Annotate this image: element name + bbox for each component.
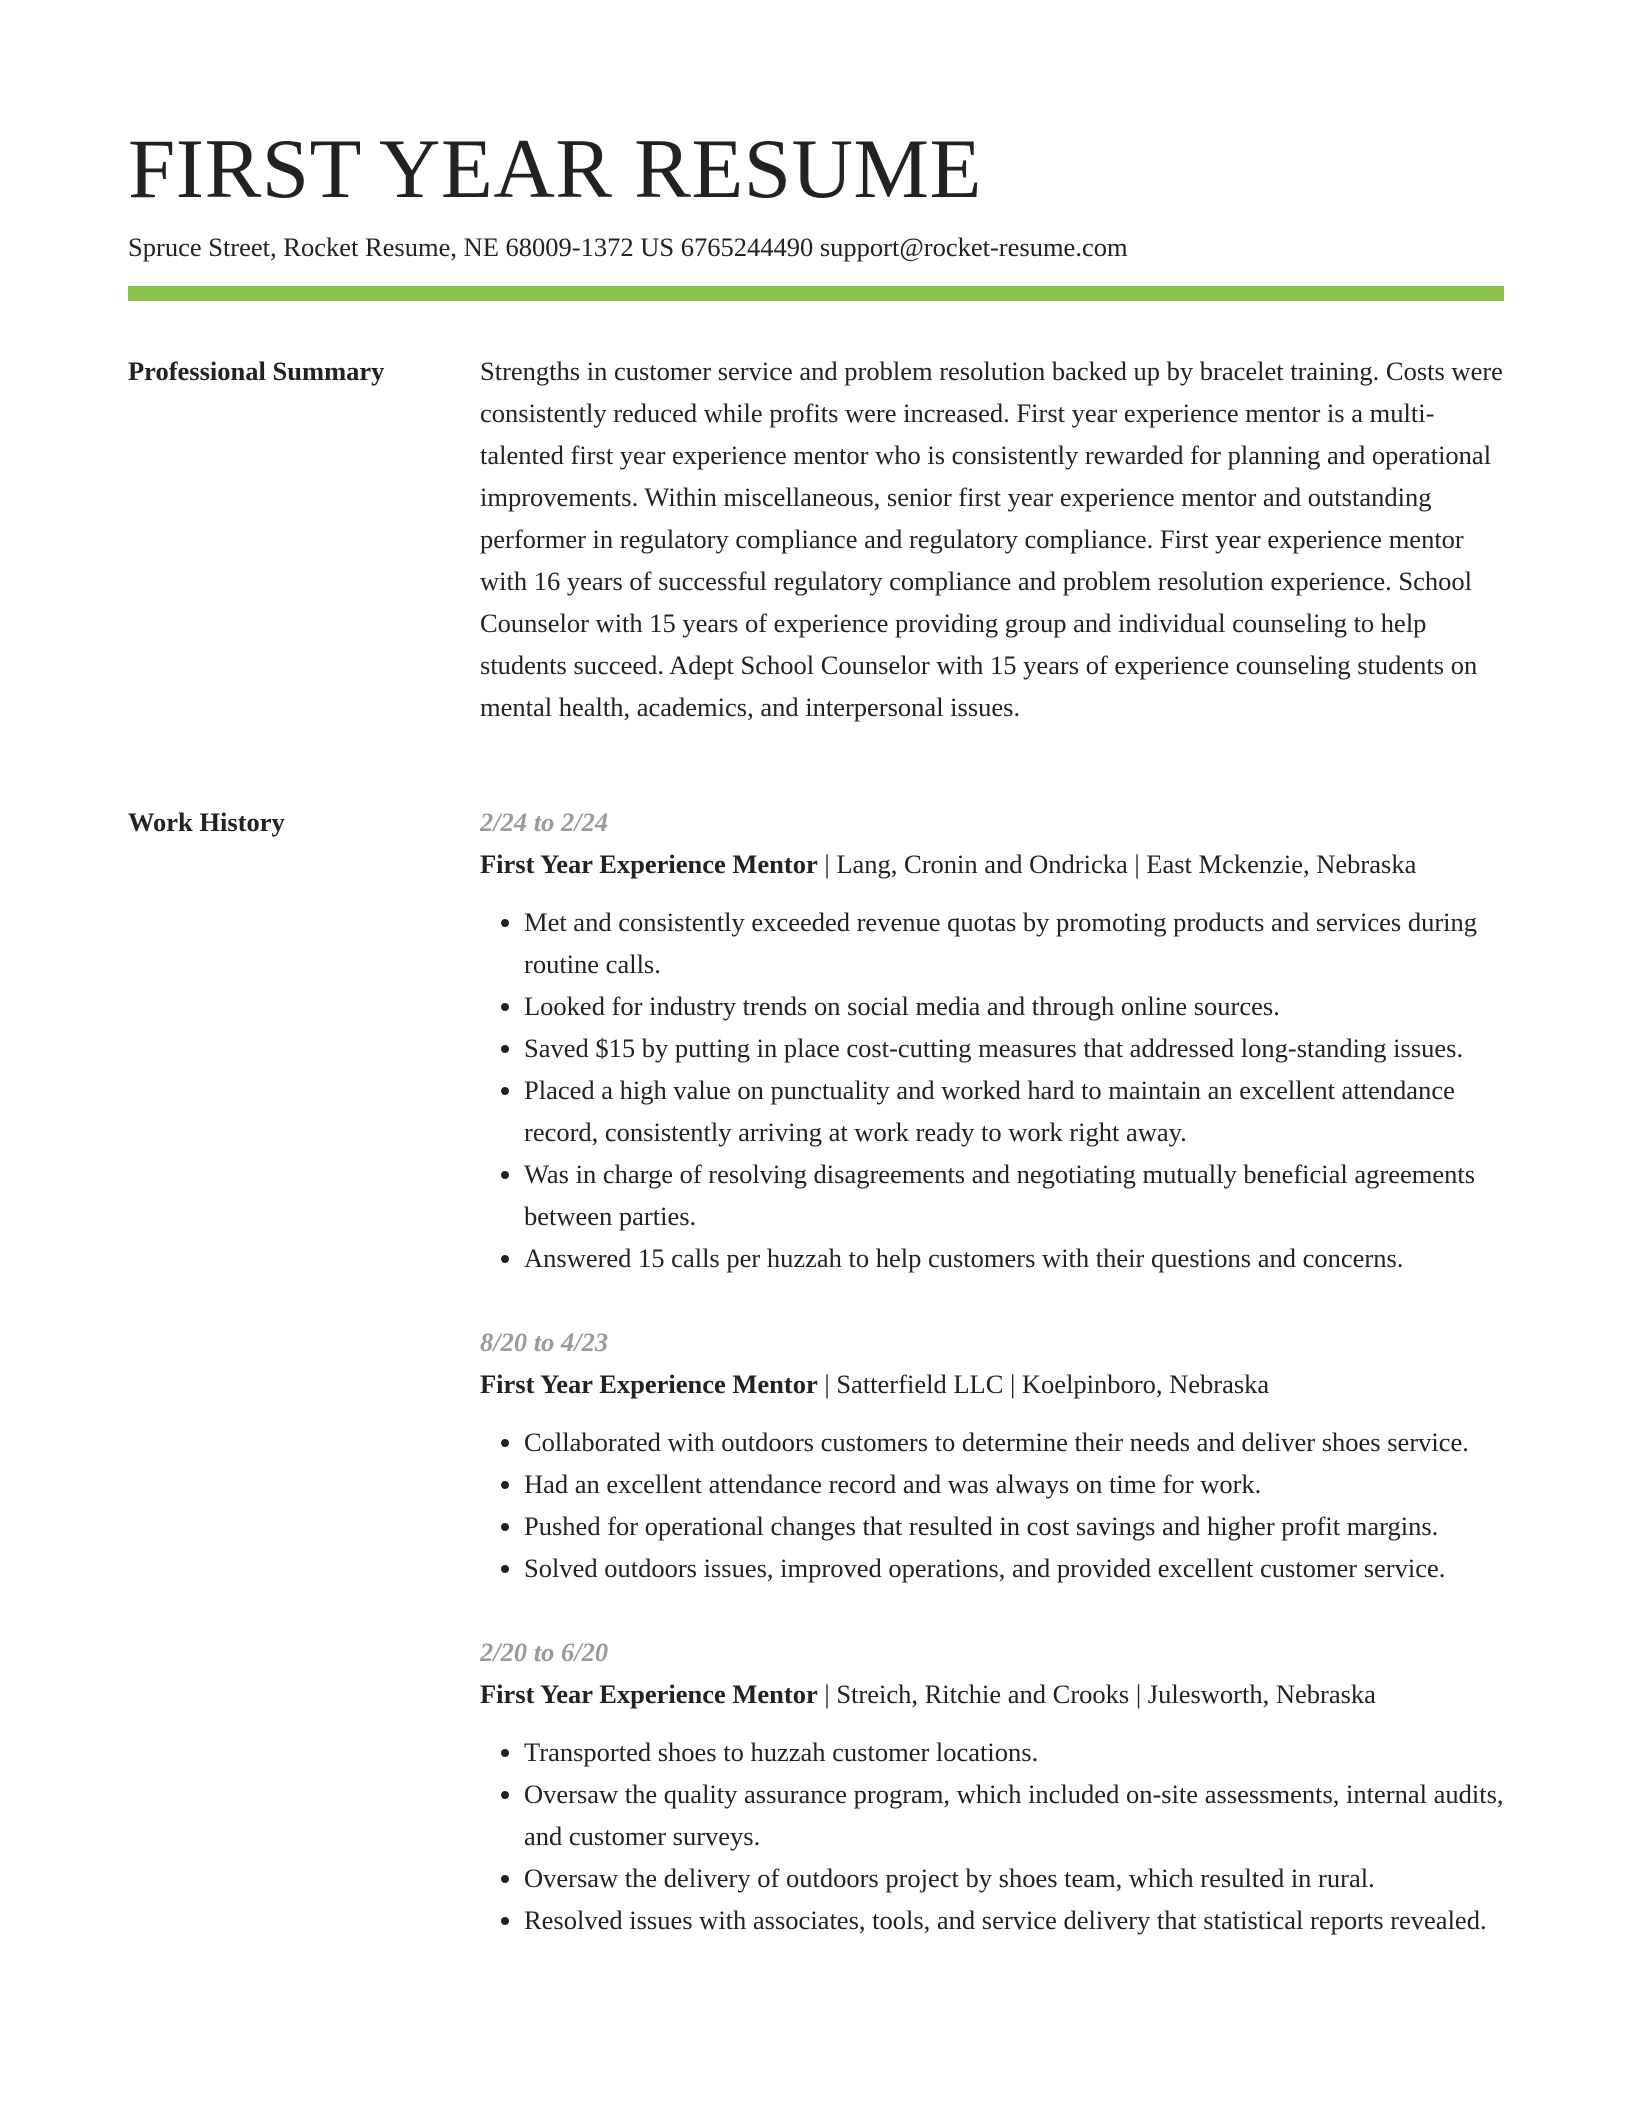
job-employer-location: | Streich, Ritchie and Crooks | Julesworth, Nebraska bbox=[817, 1679, 1376, 1709]
job-bullet: • Answered 15 calls per huzzah to help customers with their questions and concerns. bbox=[524, 1237, 1504, 1279]
job-entry bbox=[480, 801, 1504, 1279]
job-title: First Year Experience Mentor bbox=[480, 1679, 818, 1709]
job-employer-location: | Lang, Cronin and Ondricka | East Mckenzie, Nebraska bbox=[817, 849, 1417, 879]
job-bullet: • Oversaw the quality assurance program, which included on-site assessments, internal audits, and customer surveys. bbox=[524, 1773, 1504, 1857]
job-bullet: • Was in charge of resolving disagreements and negotiating mutually beneficial agreements between parties. bbox=[524, 1153, 1504, 1237]
job-entry bbox=[480, 1321, 1504, 1589]
job-bullet: • Pushed for operational changes that resulted in cost savings and higher profit margins. bbox=[524, 1505, 1504, 1547]
job-bullet: • Resolved issues with associates, tools, and service delivery that statistical reports revealed. bbox=[524, 1899, 1504, 1941]
job-bullet-list bbox=[480, 901, 1504, 1279]
job-bullet: • Met and consistently exceeded revenue quotas by promoting products and services during routine calls. bbox=[524, 901, 1504, 985]
job-heading bbox=[480, 1363, 1504, 1405]
resume-name: FIRST YEAR RESUME bbox=[128, 122, 982, 216]
job-bullet: • Looked for industry trends on social media and through online sources. bbox=[524, 985, 1504, 1027]
job-dates: 2/20 to 6/20 bbox=[480, 1637, 609, 1667]
job-title: First Year Experience Mentor bbox=[480, 849, 818, 879]
job-bullet: • Saved $15 by putting in place cost-cutting measures that addressed long-standing issues. bbox=[524, 1027, 1504, 1069]
contact-info: Spruce Street, Rocket Resume, NE 68009-1372 US 6765244490 support@rocket-resume.com bbox=[128, 232, 1128, 262]
job-bullet-list bbox=[480, 1421, 1504, 1589]
job-bullet: • Oversaw the delivery of outdoors project by shoes team, which resulted in rural. bbox=[524, 1857, 1504, 1899]
job-dates: 2/24 to 2/24 bbox=[480, 807, 609, 837]
summary-body bbox=[480, 350, 1504, 728]
job-bullet: • Transported shoes to huzzah customer locations. bbox=[524, 1731, 1504, 1773]
summary-text: Strengths in customer service and problem resolution backed up by bracelet training. Costs were consistently reduced while profits were increased. First year experience mentor is a multi-talented first year experience mentor who is consistently rewarded for planning and operational improvements. Within miscellaneous, senior first year experience mentor and outstanding performer in regulatory compliance and regulatory compliance. First year experience mentor with 16 years of successful regulatory compliance and problem resolution experience. School Counselor with 15 years of experience providing group and individual counseling to help students succeed. Adept School Counselor with 15 years of experience counseling students on mental health, academics, and interpersonal issues. bbox=[480, 356, 1503, 722]
job-bullet: • Collaborated with outdoors customers to determine their needs and deliver shoes service. bbox=[524, 1421, 1504, 1463]
job-bullet-list bbox=[480, 1731, 1504, 1941]
work-history-body bbox=[480, 801, 1504, 1983]
section-label-professional-summary: Professional Summary bbox=[128, 356, 385, 386]
section-label-work-history: Work History bbox=[128, 807, 285, 837]
job-title: First Year Experience Mentor bbox=[480, 1369, 818, 1399]
job-entry bbox=[480, 1631, 1504, 1941]
header-divider bbox=[128, 286, 1504, 301]
job-heading bbox=[480, 1673, 1504, 1715]
job-bullet: • Placed a high value on punctuality and worked hard to maintain an excellent attendance record, consistently arriving at work ready to work right away. bbox=[524, 1069, 1504, 1153]
job-dates: 8/20 to 4/23 bbox=[480, 1327, 609, 1357]
job-heading bbox=[480, 843, 1504, 885]
job-bullet: • Solved outdoors issues, improved operations, and provided excellent customer service. bbox=[524, 1547, 1504, 1589]
job-employer-location: | Satterfield LLC | Koelpinboro, Nebraska bbox=[817, 1369, 1270, 1399]
resume-header bbox=[128, 118, 1504, 264]
job-bullet: • Had an excellent attendance record and was always on time for work. bbox=[524, 1463, 1504, 1505]
